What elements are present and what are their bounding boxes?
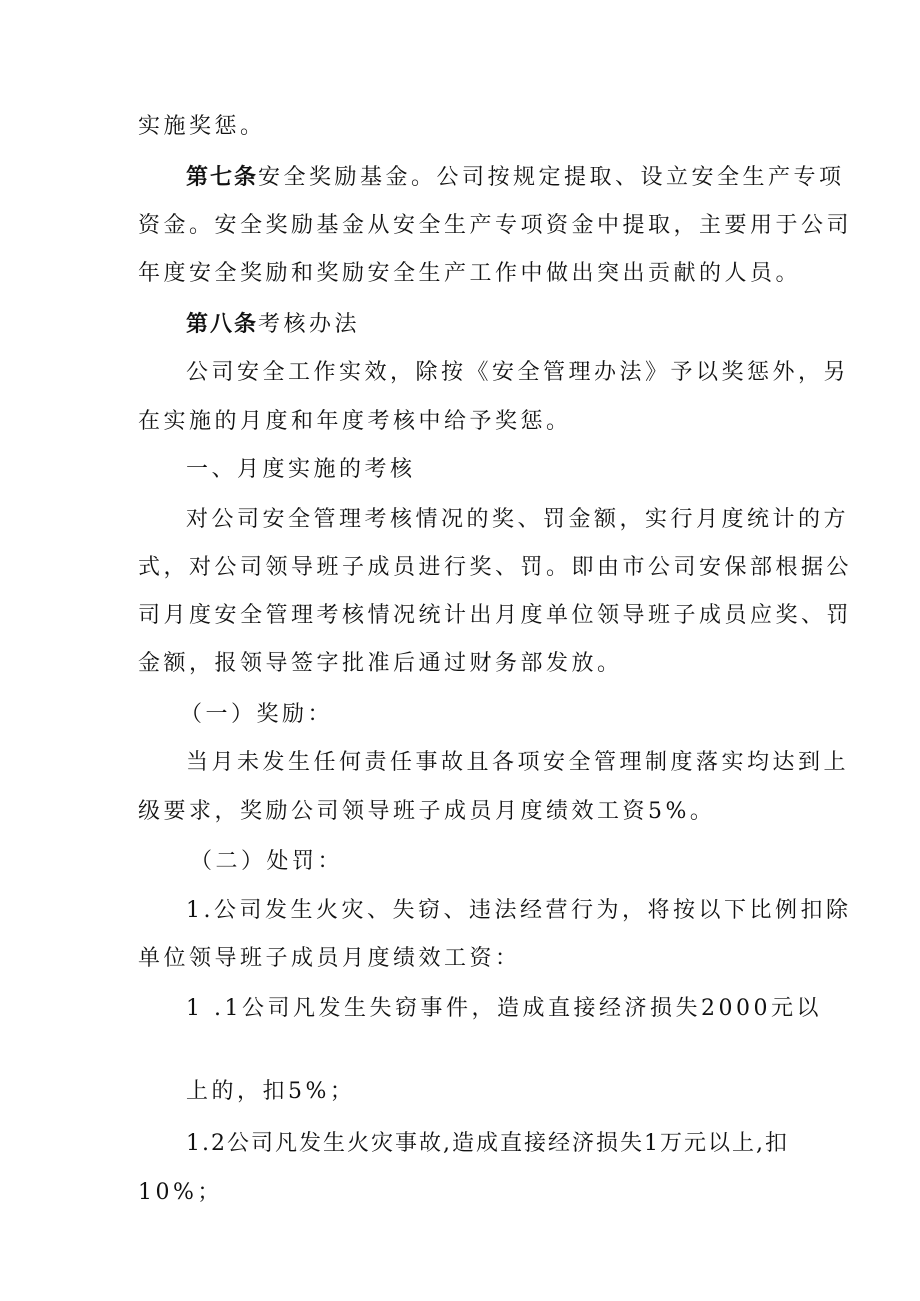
item-1-line: 1.公司发生火灾、失窃、违法经营行为，将按以下比例扣除 bbox=[186, 898, 852, 923]
section-1-title: 一、月度实施的考核 bbox=[186, 457, 416, 482]
reward-paragraph-line: 级要求，奖励公司领导班子成员月度绩效工资5%。 bbox=[138, 799, 716, 824]
intro-paragraph-line: 在实施的月度和年度考核中给予奖惩。 bbox=[138, 409, 572, 434]
article-7-line: 年度安全奖励和奖励安全生产工作中做出突出贡献的人员。 bbox=[138, 261, 802, 286]
article-8-first-line bbox=[186, 310, 360, 340]
article-7-heading: 第七条 bbox=[186, 165, 259, 190]
monthly-paragraph-line: 金额，报领导签字批准后通过财务部发放。 bbox=[138, 651, 623, 676]
reward-title: （一）奖励： bbox=[180, 702, 334, 727]
item-1-2-line: 1.2公司凡发生火灾事故,造成直接经济损失1万元以上,扣 bbox=[186, 1131, 789, 1156]
item-1-1-line: 1 .1公司凡发生失窃事件，造成直接经济损失2000元以 bbox=[186, 996, 822, 1021]
penalty-title: （二）处罚： bbox=[190, 849, 344, 874]
monthly-paragraph-line: 对公司安全管理考核情况的奖、罚金额，实行月度统计的方 bbox=[186, 507, 850, 532]
monthly-paragraph-line: 司月度安全管理考核情况统计出月度单位领导班子成员应奖、罚 bbox=[138, 603, 853, 628]
intro-paragraph-line: 公司安全工作实效，除按《安全管理办法》予以奖惩外，另 bbox=[186, 360, 850, 385]
article-8-heading: 第八条 bbox=[186, 312, 259, 337]
article-8-title: 考核办法 bbox=[258, 312, 361, 337]
monthly-paragraph-line: 式，对公司领导班子成员进行奖、罚。即由市公司安保部根据公 bbox=[138, 555, 853, 580]
item-1-2-line: 10%； bbox=[138, 1180, 223, 1205]
reward-paragraph-line: 当月未发生任何责任事故且各项安全管理制度落实均达到上 bbox=[186, 750, 850, 775]
article-7-text: 安全奖励基金。公司按规定提取、设立安全生产专项 bbox=[258, 165, 845, 190]
article-7-first-line bbox=[186, 163, 845, 193]
article-7-line: 资金。安全奖励基金从安全生产专项资金中提取，主要用于公司 bbox=[138, 213, 853, 238]
paragraph-tail: 实施奖惩。 bbox=[138, 114, 266, 139]
item-1-line: 单位领导班子成员月度绩效工资： bbox=[138, 946, 521, 971]
item-1-1-line: 上的，扣5%； bbox=[186, 1079, 356, 1104]
